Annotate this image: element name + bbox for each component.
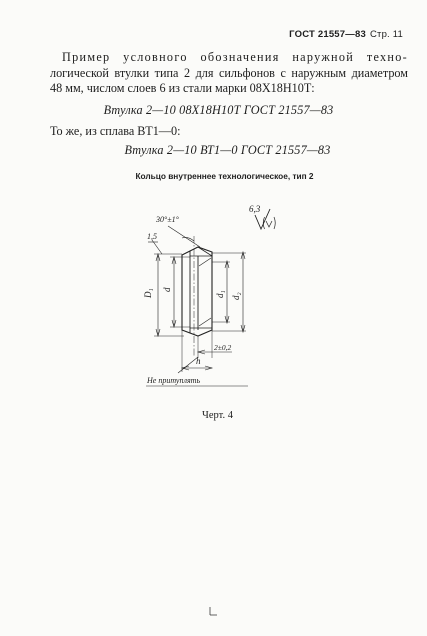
chamfer-annotation xyxy=(147,232,162,254)
designation-steel: Втулка 2—10 08Х18Н10Т ГОСТ 21557—83 xyxy=(103,103,334,117)
dimension-h xyxy=(182,330,212,372)
ring-hatch-1 xyxy=(199,258,211,266)
angle-dim-line xyxy=(168,226,200,247)
roughness-check-mark-small xyxy=(266,221,272,227)
paragraph-line-2: логической втулки типа 2 для сильфонов с наружным диаметром xyxy=(50,65,408,80)
h-label: h xyxy=(196,356,201,366)
dimension-D1 xyxy=(143,254,184,336)
dimension-d1 xyxy=(212,261,230,323)
ring-cross-section xyxy=(182,236,212,356)
angle-label: 30°±1° xyxy=(156,215,179,224)
figure-label: Черт. 4 xyxy=(202,410,233,421)
roughness-symbol xyxy=(249,204,275,229)
alloy-note: То же, из сплава ВТ1—0: xyxy=(50,124,181,138)
d2-label: d₂ xyxy=(231,292,241,300)
tolerance-label: 2±0,2 xyxy=(214,343,232,352)
D1-label: D₁ xyxy=(143,288,153,298)
roughness-value: 6,3 xyxy=(249,204,261,214)
figure-caption: Кольцо внутреннее технологическое, тип 2 xyxy=(135,171,314,181)
d-label: d xyxy=(162,287,172,292)
edge-note-label: Не притуплять xyxy=(147,376,201,385)
paragraph-line-1: Пример условного обозначения наружной техно- xyxy=(62,50,408,64)
chamfer-label: 1,5 xyxy=(147,232,157,241)
d1-label: d₁ xyxy=(215,290,225,298)
paragraph-line-3: 48 мм, числом слоев 6 из стали марки 08Х18Н10Т: xyxy=(50,81,315,95)
roughness-bracket-right xyxy=(274,217,275,229)
dimension-d xyxy=(162,257,190,327)
designation-alloy: Втулка 2—10 ВТ1—0 ГОСТ 21557—83 xyxy=(124,143,331,157)
angle-annotation xyxy=(155,215,200,247)
page-number: Стр. 11 xyxy=(369,29,403,40)
edge-note-leader xyxy=(178,357,198,373)
standard-number: ГОСТ 21557—83 xyxy=(289,29,366,40)
ring-hatch-2 xyxy=(199,318,211,326)
footer-mark xyxy=(210,607,217,615)
